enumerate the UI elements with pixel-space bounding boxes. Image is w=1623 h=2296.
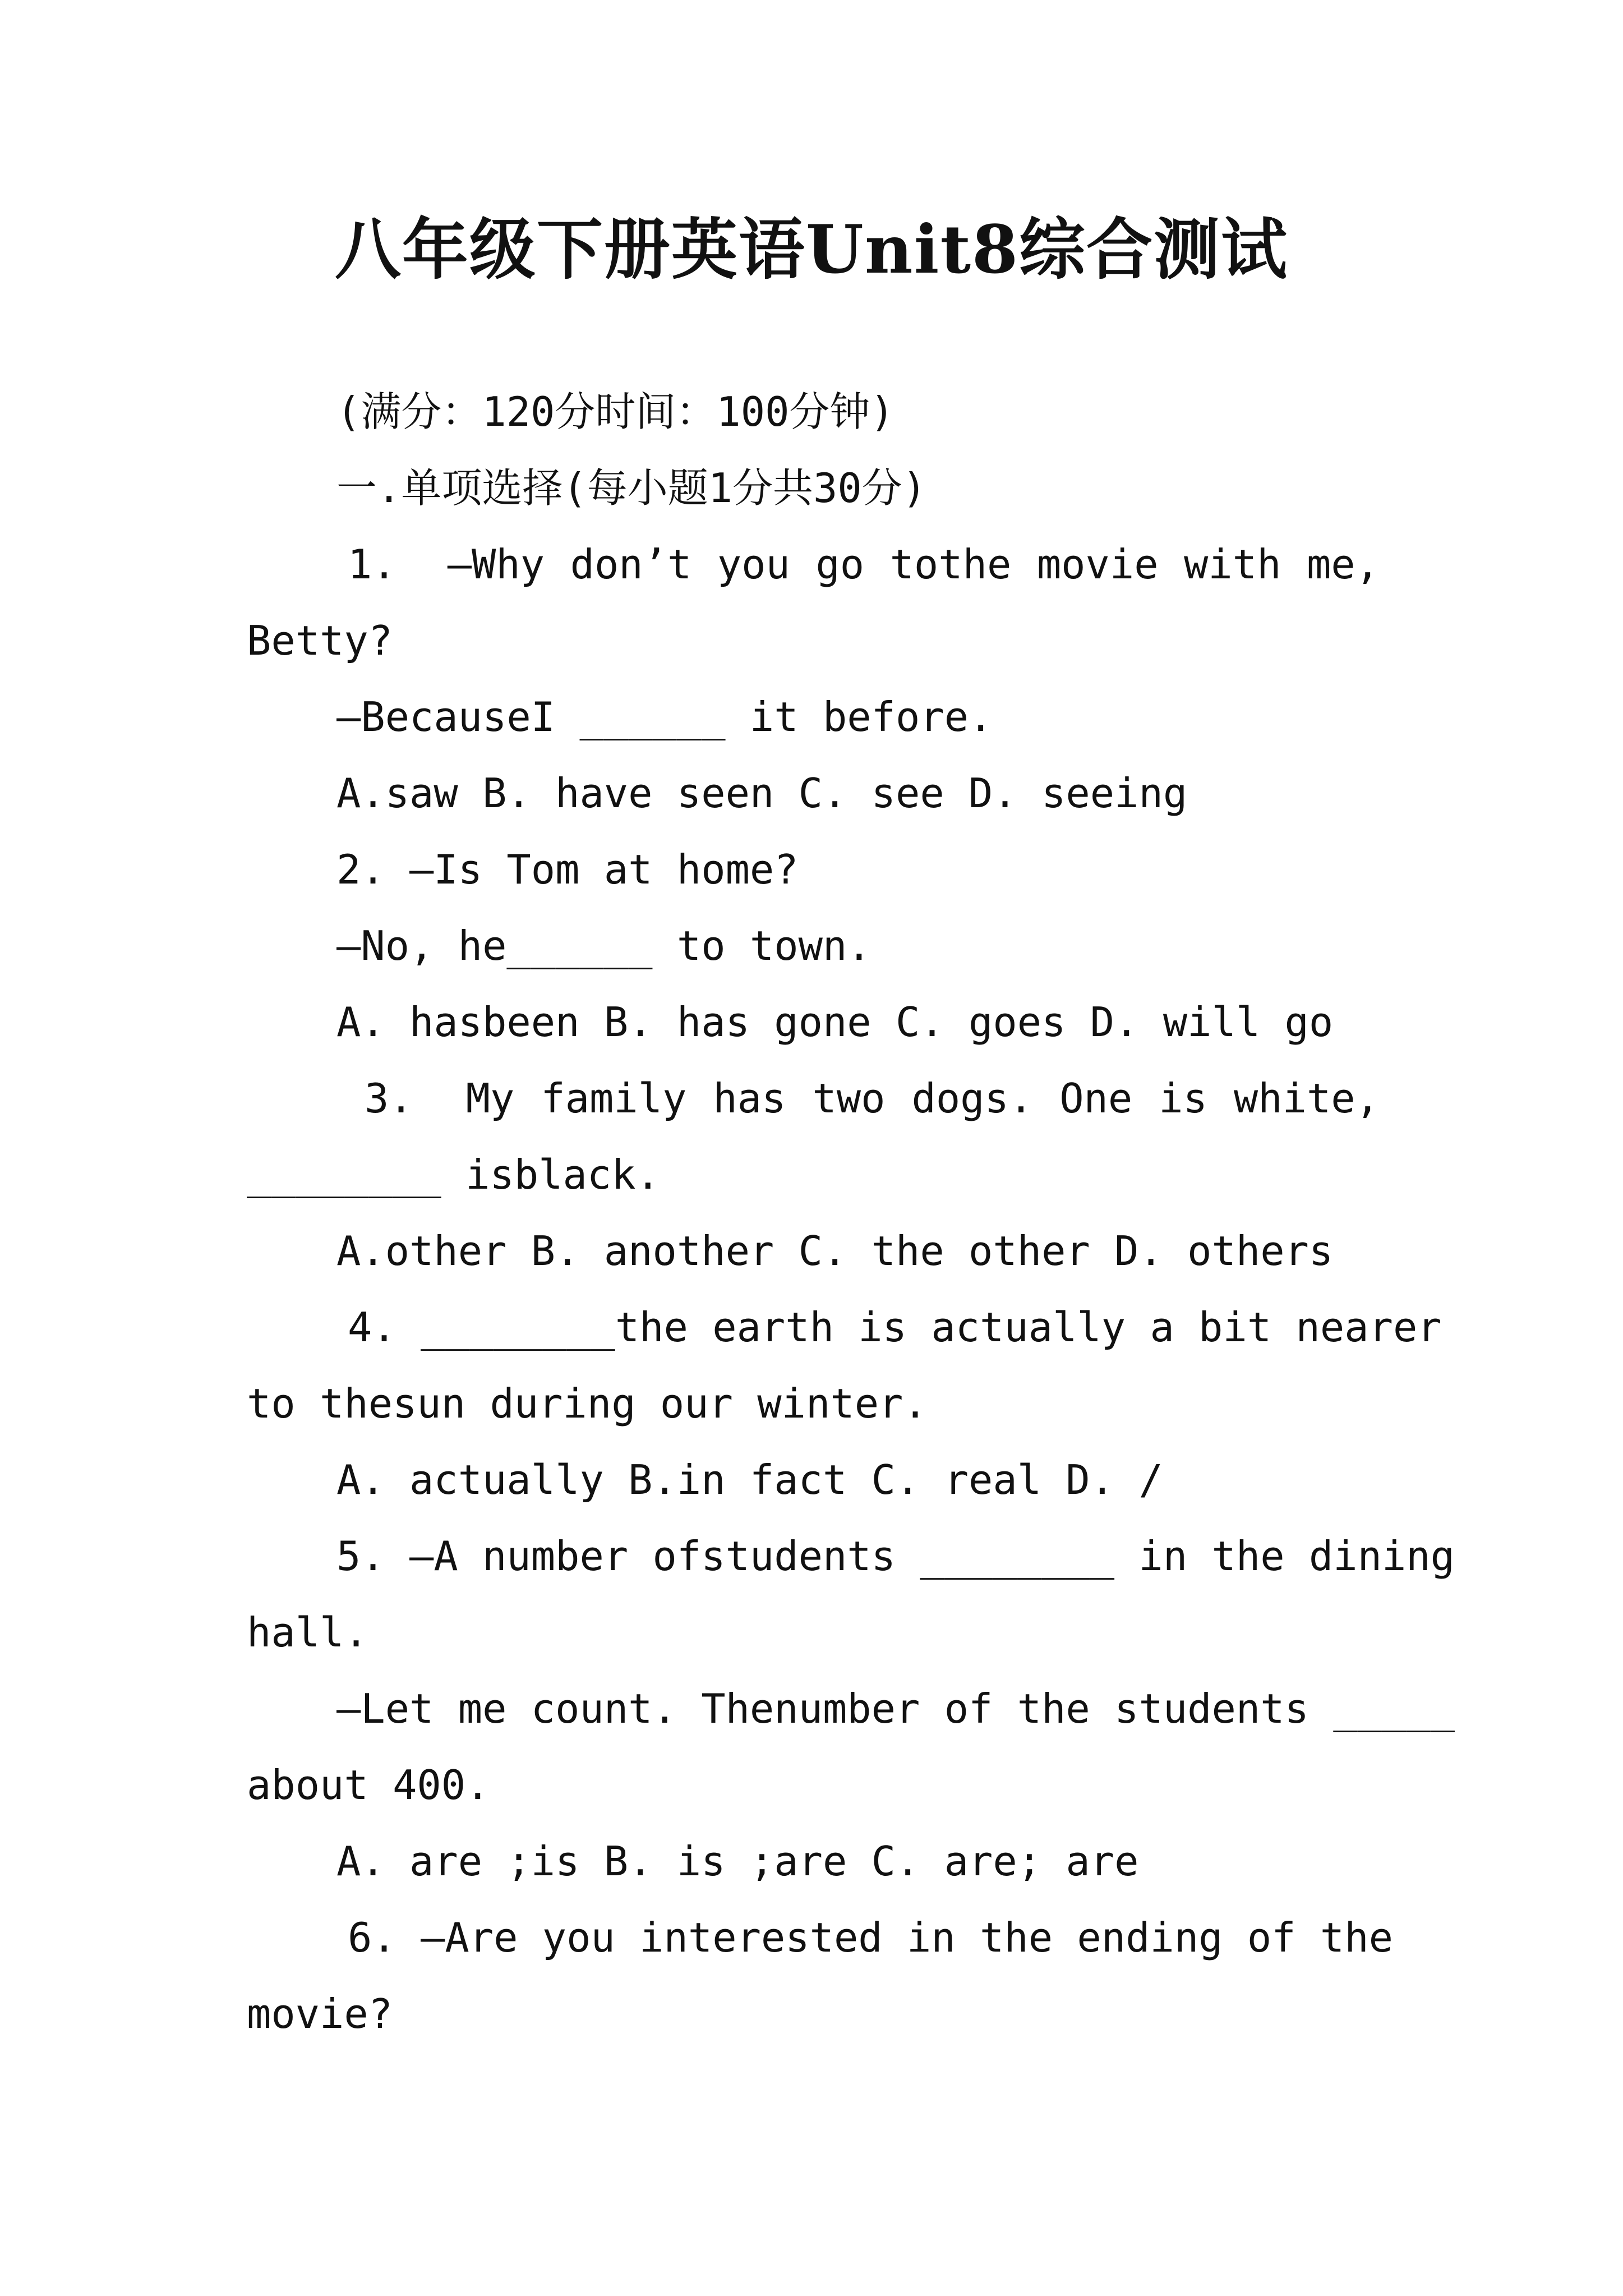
question-5-answer-2: about 400. bbox=[247, 1761, 490, 1809]
question-1-answer: —BecauseI ______ it before. bbox=[336, 693, 993, 740]
question-2-answer: —No, he______ to town. bbox=[336, 922, 872, 969]
question-1-line-2: Betty? bbox=[247, 617, 393, 664]
question-1-line-1: 1. —Why don’t you go tothe movie with me, bbox=[348, 541, 1380, 588]
document-title: 八年级下册英语Unit8综合测试 bbox=[334, 210, 1289, 288]
question-5-line-1: 5. —A number ofstudents ________ in the dining bbox=[336, 1533, 1455, 1580]
question-6-line-2: movie? bbox=[247, 1990, 393, 2037]
question-1-options: A.saw B. have seen C. see D. seeing bbox=[336, 770, 1188, 817]
question-2-options: A. hasbeen B. has gone C. goes D. will go bbox=[336, 999, 1334, 1046]
exam-info: (满分：120分时间：100分钟) bbox=[336, 388, 895, 435]
question-3-line-1: 3. My family has two dogs. One is white, bbox=[365, 1075, 1380, 1122]
question-4-line-2: to thesun during our winter. bbox=[247, 1380, 928, 1427]
question-4-options: A. actually B.in fact C. real D. / bbox=[336, 1456, 1163, 1503]
question-4-line-1: 4. ________the earth is actually a bit nearer bbox=[348, 1304, 1442, 1351]
question-5-options: A. are ;is B. is ;are C. are; are bbox=[336, 1838, 1139, 1885]
question-5-answer-1: —Let me count. Thenumber of the students _____ bbox=[336, 1685, 1455, 1732]
question-3-options: A.other B. another C. the other D. others bbox=[336, 1227, 1334, 1274]
section-heading: 一.单项选择(每小题1分共30分) bbox=[336, 464, 927, 512]
question-3-line-2: ________ isblack. bbox=[247, 1151, 660, 1198]
question-6-line-1: 6. —Are you interested in the ending of the bbox=[348, 1914, 1393, 1961]
question-2-line-1: 2. —Is Tom at home? bbox=[336, 846, 799, 893]
question-5-line-2: hall. bbox=[247, 1609, 368, 1656]
